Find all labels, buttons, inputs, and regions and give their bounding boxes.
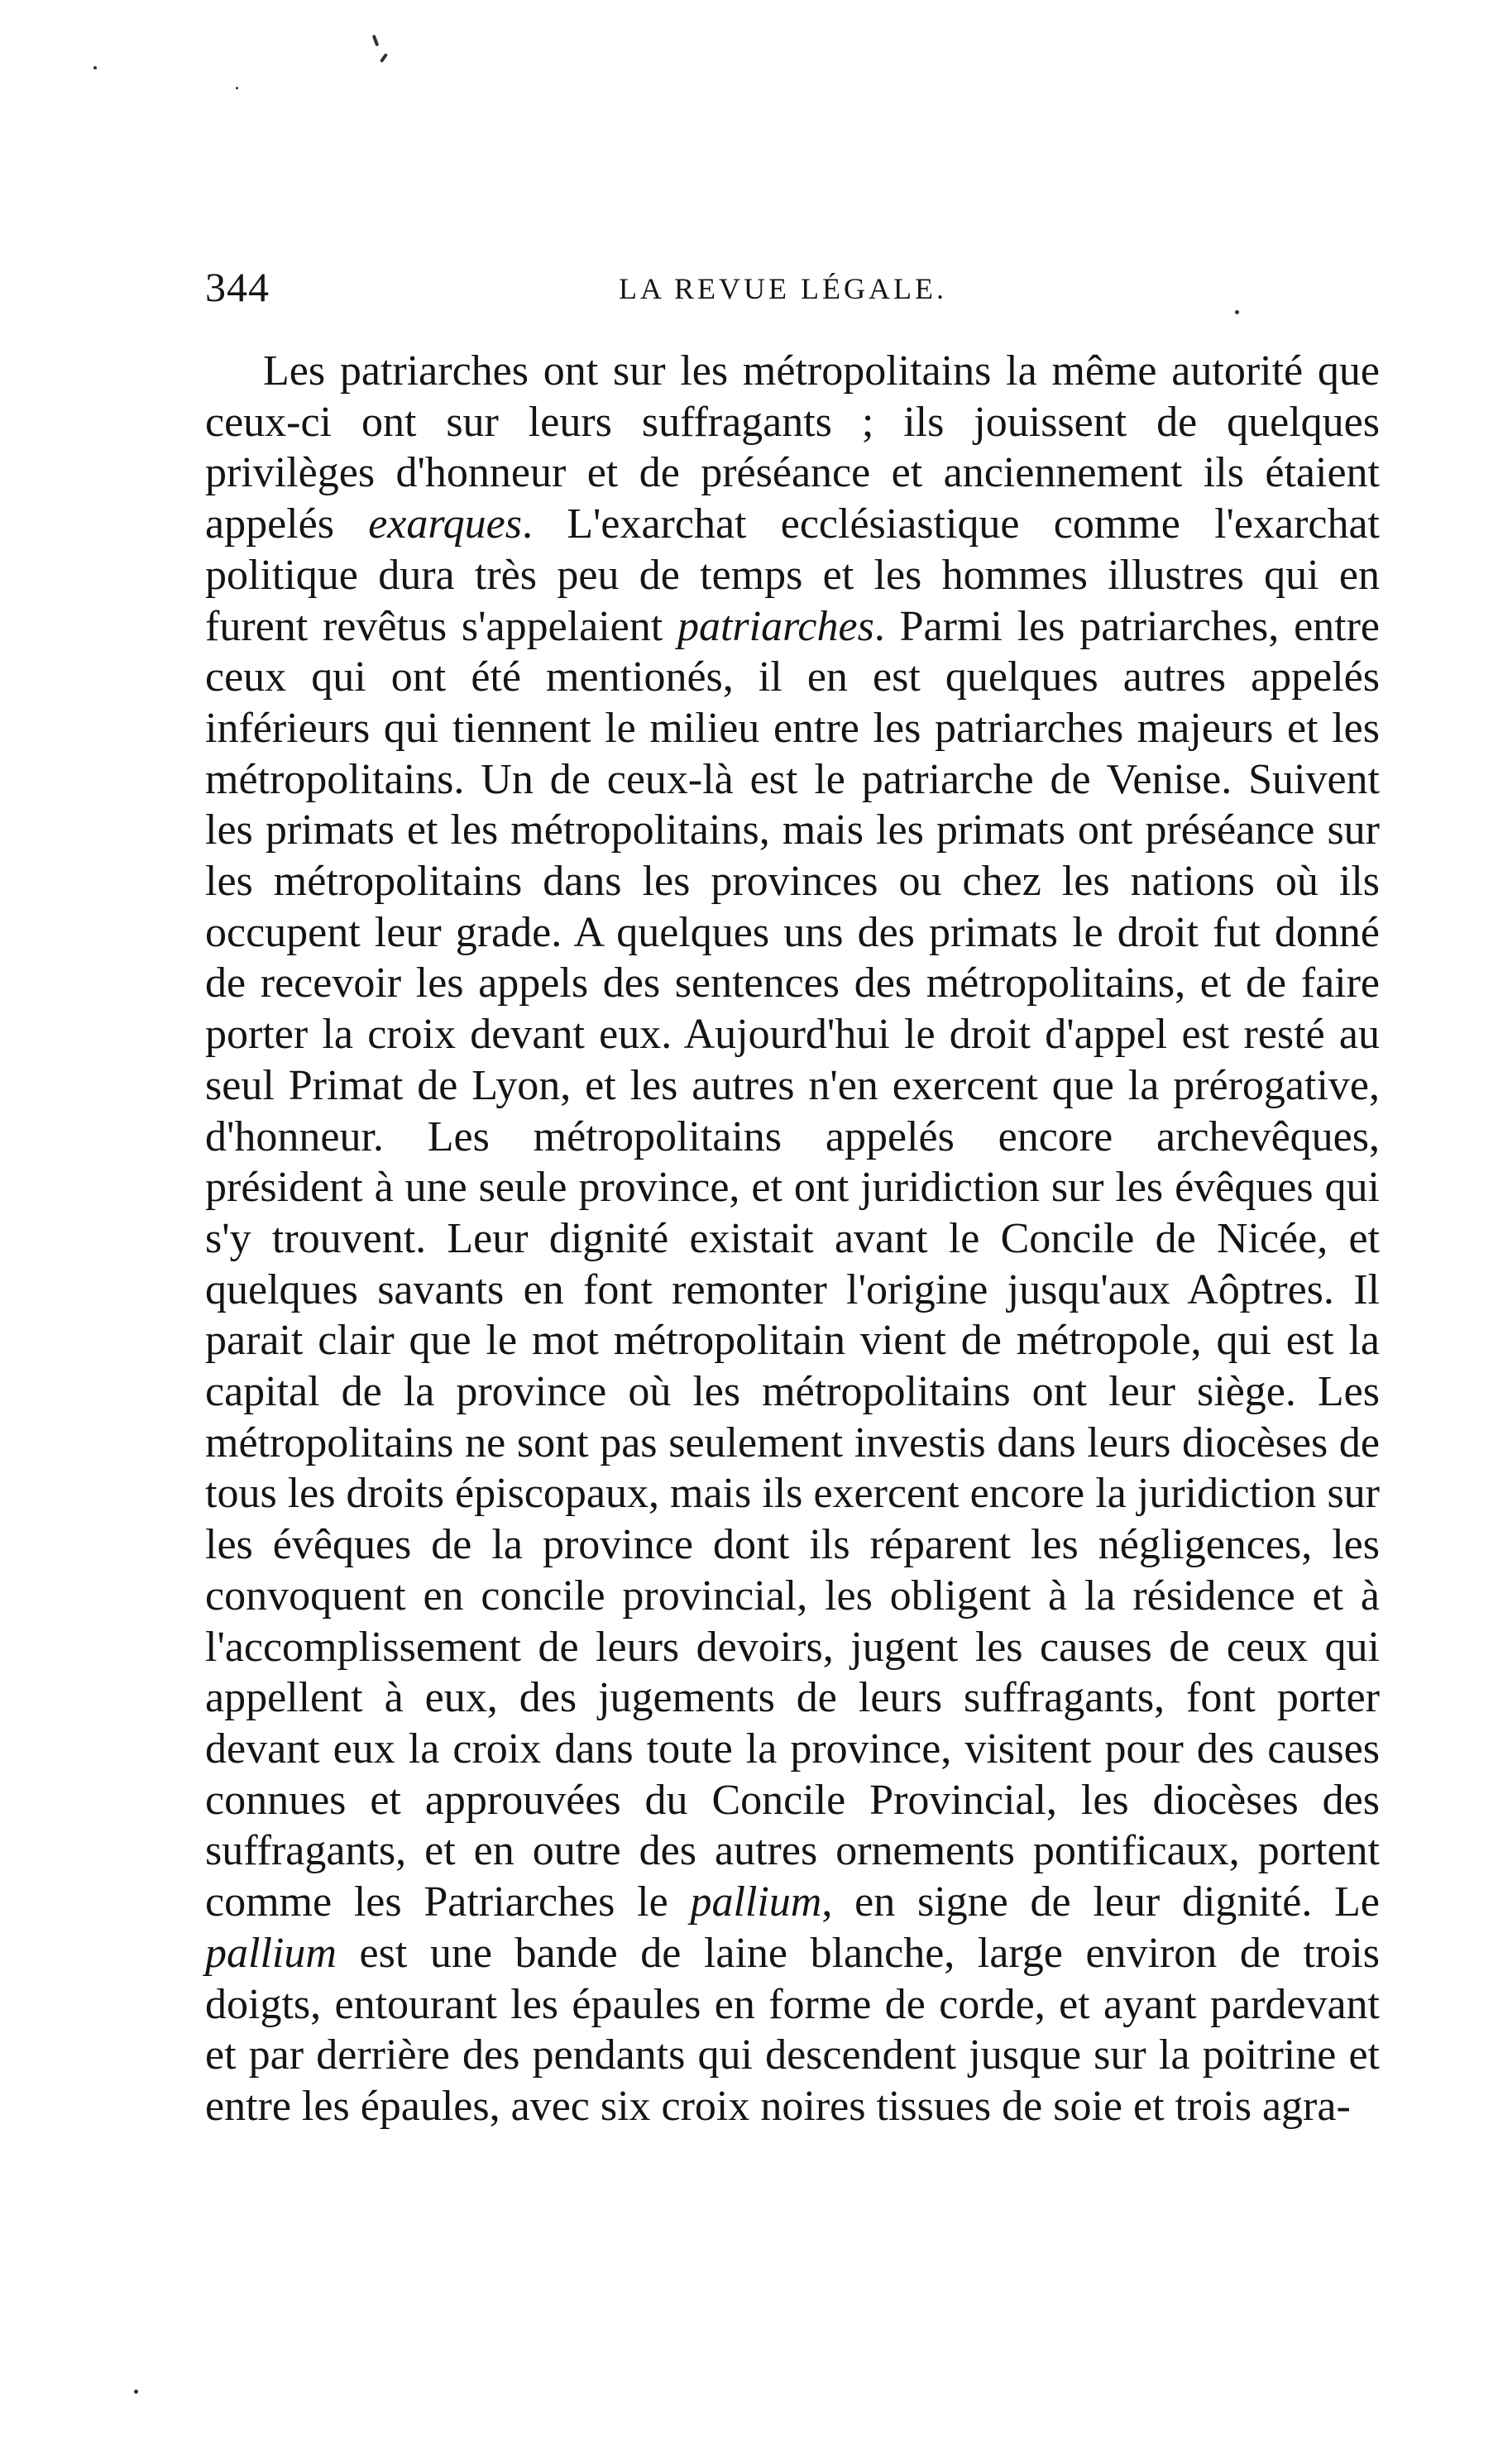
journal-title: LA REVUE LÉGALE. [619, 272, 947, 305]
page-number: 344 [205, 264, 270, 310]
text-run: , en signe de leur dignité. Le [821, 1878, 1380, 1926]
running-head [205, 263, 1380, 321]
body-paragraph [205, 346, 1380, 2132]
italic-term-patriarches: patriarches [677, 602, 874, 650]
text-run: . Parmi les patriarches, entre ceux qui ont été mentionés, il en est quelques autres appelés inférieurs qui tiennent le milieu entre les patriarches majeurs et les métropolitains. Un de ceux-là est le patriarche de Venise. Suivent les primats et les métropolitains, mais les primats ont préséance sur les métropolitains dans les provinces ou chez les nations où ils occupent leur grade. A quelques uns des primats le droit fut donné de recevoir les appels des sentences des métropolitains, et de faire porter la croix devant eux. Aujourd'hui le droit d'appel est resté au seul Primat de Lyon, et les autres n'en exercent que la prérogative, d'honneur. Les métropolitains appelés encore archevêques, président à une seule province, et ont juridiction sur les évêques qui s'y trouvent. Leur dignité existait avant le Concile de Nicée, et quelques savants en font remonter l'origine jusqu'aux Aôptres. Il parait clair que le mot métropolitain vient de métropole, qui est la capital de la province où les métropolitains ont leur siège. Les métropolitains ne sont pas seulement investis dans leurs diocèses de tous les droits épiscopaux, mais ils exercent encore la juridiction sur les évêques de la province dont ils réparent les négligences, les convoquent en concile provincial, les obligent à la résidence et à l'accomplissement de leurs devoirs, jugent les causes de ceux qui appellent à eux, des jugements de leurs suffragants, font porter devant eux la croix dans toute la province, visitent pour des causes connues et approuvées du Concile Provincial, les diocèses des suffragants, et en outre des autres ornements pontificaux, portent comme les Patriarches le [205, 602, 1380, 1926]
italic-term-exarques: exarques [368, 500, 522, 548]
text-run: Les patriarches ont sur les métropolitains la même autorité que ceux-ci ont sur leurs suffragants ; ils jouissent de quelques privilèges d'honneur et de préséance et anciennement ils étaient appelés [205, 347, 1380, 548]
text-run: . L'exarchat ecclésiastique comme l'exarchat politique dura très peu de temps et les hommes illustres qui en furent revêtus s'appelaient [205, 500, 1380, 650]
italic-term-pallium: pallium [690, 1878, 822, 1926]
text-run: est une bande de laine blanche, large environ de trois doigts, entourant les épaules en forme de corde, et ayant pardevant et par derrière des pendants qui descendent jusque sur la poitrine et entre les épaules, avec six croix noires tissues de soie et trois agra- [205, 1929, 1380, 2130]
italic-term-pallium: pallium [205, 1929, 337, 1977]
